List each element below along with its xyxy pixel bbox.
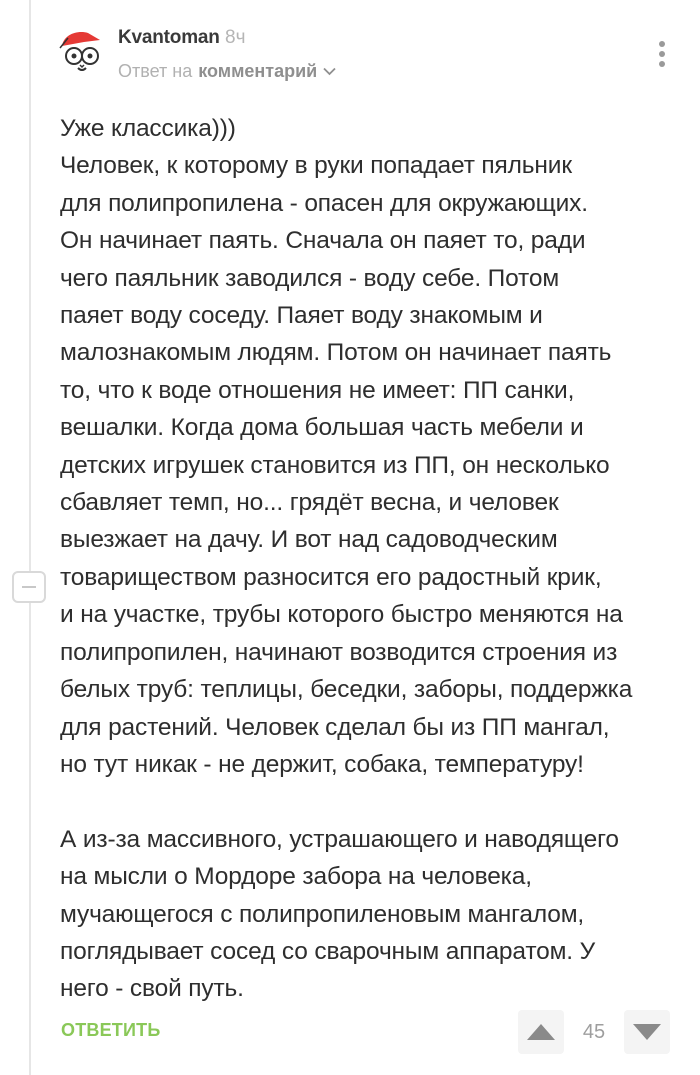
collapse-thread-button[interactable] <box>12 571 46 603</box>
reply-context[interactable] <box>118 61 336 82</box>
thread-line <box>29 0 31 1075</box>
reply-button[interactable]: ОТВЕТИТЬ <box>61 1020 161 1040</box>
upvote-button[interactable] <box>518 1010 564 1054</box>
avatar[interactable] <box>58 28 106 76</box>
avatar-face-icon <box>58 28 106 76</box>
comment-body: Уже классика))) Человек, к которому в руки попадает пяльник для полипропилена - опасен для окружающих. Он начинает паять. Сначала он паяет то, ради чего паяльник заводился - воду себе. Потом паяет воду соседу. Паяет воду знакомым и малознакомым людям. Потом он начинает паять то, что к воде отношения не имеет: ПП санки, вешалки. Когда дома большая часть мебели и детских игрушек становится из ПП, он несколько сбавляет темп, но... грядёт весна, и человек выезжает на дачу. И вот над садоводческим товариществом разносится его радостный крик, и на участке, трубы которого быстро меняются на полипропилен, начинают возводится строения из белых труб: теплицы, беседки, заборы, поддержка для растений. Человек сделал бы из ПП мангал, но тут никак - не держит, собака, температуру! А из-за массивного, устрашающего и наводящего на мысли о Мордоре забора на человека, мучающегося с полипропиленовым мангалом, поглядывает сосед со сварочным аппаратом. У него - свой путь. <box>60 115 633 1003</box>
triangle-up-icon <box>526 1023 556 1041</box>
reply-prefix: Ответ на <box>118 61 193 81</box>
reply-target-link[interactable]: комментарий <box>198 61 318 81</box>
rating-bar <box>518 1010 670 1054</box>
minus-icon <box>22 586 36 588</box>
rating-count: 45 <box>582 1020 606 1043</box>
kebab-menu-icon[interactable] <box>655 40 669 70</box>
triangle-down-icon <box>632 1023 662 1041</box>
downvote-button[interactable] <box>624 1010 670 1054</box>
comment-time: 8ч <box>225 27 246 48</box>
author-name[interactable]: Kvantoman <box>118 27 220 48</box>
chevron-down-icon <box>323 67 336 76</box>
